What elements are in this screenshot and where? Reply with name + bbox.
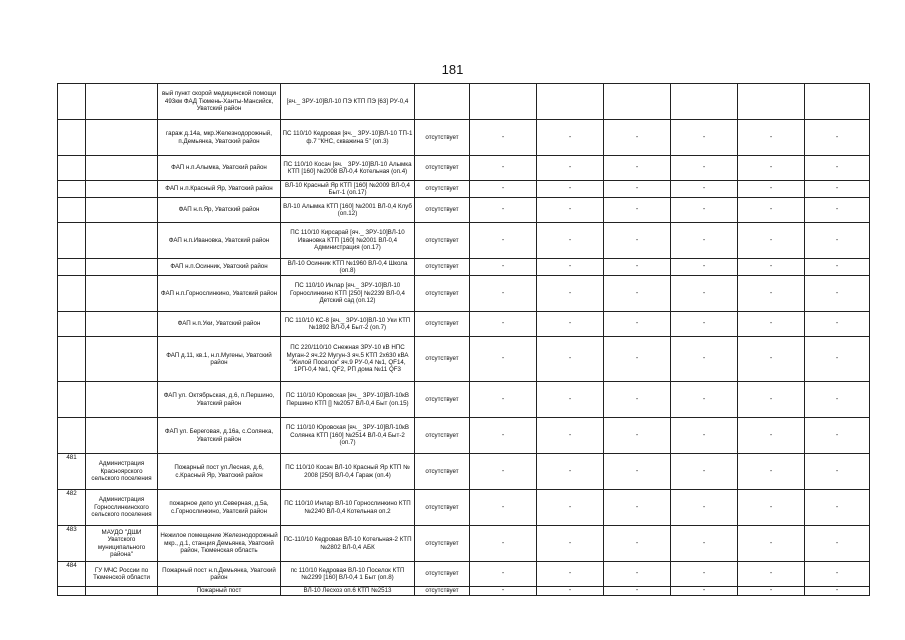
value-cell: - (671, 454, 738, 490)
value-cell (671, 84, 738, 120)
value-cell: - (604, 156, 671, 181)
table-row (58, 84, 870, 120)
power-line-cell: ПС 110/10 Косач ВЛ-10 Красный Яр КТП № 2008 [250] ВЛ-0,4 Гараж (оп.4) (281, 454, 415, 490)
row-number-cell (58, 259, 86, 276)
row-number-cell: 484 (58, 562, 86, 587)
value-cell: - (805, 454, 870, 490)
value-cell: - (738, 490, 805, 526)
value-cell: - (470, 198, 537, 223)
value-cell: - (805, 120, 870, 156)
value-cell: - (537, 276, 604, 312)
value-cell: - (805, 490, 870, 526)
status-cell: отсутствует (415, 223, 470, 259)
value-cell: - (604, 526, 671, 562)
value-cell: - (738, 312, 805, 337)
value-cell (805, 84, 870, 120)
value-cell: - (738, 120, 805, 156)
value-cell: - (604, 418, 671, 454)
value-cell: - (604, 223, 671, 259)
row-number-cell (58, 198, 86, 223)
row-number-cell (58, 223, 86, 259)
value-cell: - (805, 382, 870, 418)
organization-cell: МАУДО "ДШИ Уватского муниципального района" (86, 526, 158, 562)
organization-cell (86, 382, 158, 418)
object-address-cell: пожарное депо ул.Северная, д.5а, с.Горнослинкино, Уватский район (158, 490, 281, 526)
object-address-cell: Пожарный пост (158, 587, 281, 596)
organization-cell: ГУ МЧС России по Тюменской области (86, 562, 158, 587)
status-cell: отсутствует (415, 526, 470, 562)
table-row (58, 181, 870, 198)
value-cell: - (537, 181, 604, 198)
organization-cell (86, 276, 158, 312)
object-address-cell: ФАП н.п.Уки, Уватский район (158, 312, 281, 337)
value-cell: - (805, 181, 870, 198)
organization-cell (86, 418, 158, 454)
row-number-cell: 483 (58, 526, 86, 562)
value-cell: - (470, 259, 537, 276)
value-cell (537, 84, 604, 120)
value-cell: - (537, 454, 604, 490)
status-cell: отсутствует (415, 337, 470, 382)
value-cell: - (604, 181, 671, 198)
value-cell: - (537, 259, 604, 276)
table-row (58, 526, 870, 562)
table-row (58, 223, 870, 259)
value-cell: - (470, 454, 537, 490)
organization-cell (86, 312, 158, 337)
value-cell: - (671, 418, 738, 454)
value-cell: - (671, 526, 738, 562)
power-line-cell: ВЛ-10 Осинник КТП №1960 ВЛ-0,4 Школа (оп.8) (281, 259, 415, 276)
organization-cell (86, 120, 158, 156)
organization-cell (86, 337, 158, 382)
value-cell: - (537, 337, 604, 382)
value-cell: - (805, 587, 870, 596)
value-cell: - (805, 259, 870, 276)
organization-cell (86, 181, 158, 198)
value-cell: - (470, 120, 537, 156)
value-cell: - (805, 276, 870, 312)
value-cell: - (738, 337, 805, 382)
status-cell: отсутствует (415, 259, 470, 276)
status-cell: отсутствует (415, 418, 470, 454)
organization-cell (86, 156, 158, 181)
row-number-cell (58, 337, 86, 382)
organization-cell (86, 84, 158, 120)
status-cell: отсутствует (415, 120, 470, 156)
power-line-cell: ВЛ-10 Алымка КТП [160] №2001 ВЛ-0,4 Клуб (оп.12) (281, 198, 415, 223)
row-number-cell (58, 382, 86, 418)
object-address-cell: ФАП н.п.Ивановка, Уватский район (158, 223, 281, 259)
status-cell: отсутствует (415, 276, 470, 312)
value-cell: - (537, 526, 604, 562)
value-cell: - (537, 156, 604, 181)
row-number-cell: 481 (58, 454, 86, 490)
value-cell (604, 84, 671, 120)
object-address-cell: ФАП н.п.Алымка, Уватский район (158, 156, 281, 181)
value-cell: - (805, 156, 870, 181)
value-cell: - (470, 181, 537, 198)
value-cell: - (805, 562, 870, 587)
status-cell: отсутствует (415, 587, 470, 596)
value-cell: - (738, 276, 805, 312)
value-cell: - (671, 198, 738, 223)
power-line-cell: пс 110/10 Кедровая ВЛ-10 Поселок КТП №2299 [160] ВЛ-0,4 1 Быт (оп.8) (281, 562, 415, 587)
value-cell: - (671, 156, 738, 181)
table-row (58, 156, 870, 181)
object-address-cell: ФАП ул. Октябрьская, д.6, п.Першино, Уватский район (158, 382, 281, 418)
power-line-cell: ВЛ-10 Лесхоз оп.6 КТП №2513 (281, 587, 415, 596)
status-cell: отсутствует (415, 156, 470, 181)
value-cell: - (537, 490, 604, 526)
value-cell: - (738, 418, 805, 454)
value-cell: - (604, 382, 671, 418)
value-cell: - (470, 587, 537, 596)
object-address-cell: Пожарный пост н.п.Демьянка, Уватский район (158, 562, 281, 587)
power-line-cell: ПС 110/10 Инлар [яч._ ЗРУ-10]ВЛ-10 Горнослинкино КТП [250] №2239 ВЛ-0,4 Детский сад (оп.12) (281, 276, 415, 312)
value-cell: - (537, 418, 604, 454)
table-row (58, 562, 870, 587)
table-row (58, 382, 870, 418)
value-cell: - (671, 490, 738, 526)
row-number-cell (58, 276, 86, 312)
value-cell: - (537, 562, 604, 587)
organization-cell: Администрация Горнослинкинского сельского поселения (86, 490, 158, 526)
value-cell: - (738, 587, 805, 596)
value-cell: - (470, 490, 537, 526)
value-cell: - (671, 120, 738, 156)
object-address-cell: гараж д.14а, мкр.Железнодорожный, п.Демьянка, Уватский район (158, 120, 281, 156)
status-cell: отсутствует (415, 562, 470, 587)
value-cell: - (738, 526, 805, 562)
value-cell: - (671, 259, 738, 276)
value-cell: - (604, 198, 671, 223)
object-address-cell: вый пункт скорой медицинской помощи 493км ФАД Тюмень-Ханты-Мансийск, Уватский район (158, 84, 281, 120)
power-line-cell: ПС-110/10 Кедровая ВЛ-10 Котельная-2 КТП №2802 ВЛ-0,4 АБК (281, 526, 415, 562)
value-cell: - (805, 312, 870, 337)
value-cell: - (470, 312, 537, 337)
table-row (58, 198, 870, 223)
table-row (58, 454, 870, 490)
table-row (58, 587, 870, 596)
value-cell: - (671, 587, 738, 596)
power-line-cell: [яч._ ЗРУ-10]ВЛ-10 ПЭ КТП ПЭ [63] РУ-0,4 (281, 84, 415, 120)
value-cell: - (671, 223, 738, 259)
value-cell: - (537, 382, 604, 418)
value-cell: - (738, 198, 805, 223)
value-cell: - (671, 337, 738, 382)
object-address-cell: ФАП д.11, кв.1, н.п.Мугены, Уватский район (158, 337, 281, 382)
object-address-cell: Нежилое помещение Железнодорожный мкр., д.1, станция Демьянка, Уватский район, Тюменская область (158, 526, 281, 562)
value-cell: - (604, 587, 671, 596)
value-cell: - (470, 156, 537, 181)
object-address-cell: ФАП н.п.Красный Яр, Уватский район (158, 181, 281, 198)
value-cell: - (604, 120, 671, 156)
table-row (58, 490, 870, 526)
table-row (58, 276, 870, 312)
power-line-cell: ПС 220/110/10 Снежная ЗРУ-10 кВ НПС Муган-2 яч.22 Мугун-3 яч.5 КТП 2х630 кВА "Жилой Поселок" яч.9 РУ-0,4 №1, QF14, 1РП-0,4 №1, QF2, РП дома №11 QF3 (281, 337, 415, 382)
value-cell: - (805, 223, 870, 259)
row-number-cell: 482 (58, 490, 86, 526)
value-cell: - (738, 259, 805, 276)
status-cell: отсутствует (415, 454, 470, 490)
value-cell: - (470, 223, 537, 259)
power-line-cell: ПС 110/10 Косач [яч._ ЗРУ-10]ВЛ-10 Алымка КТП [160] №2008 ВЛ-0,4 Котельная (оп.4) (281, 156, 415, 181)
status-cell (415, 84, 470, 120)
value-cell: - (604, 490, 671, 526)
row-number-cell (58, 156, 86, 181)
power-line-cell: ПС 110/10 Кедровая [яч._ ЗРУ-10]ВЛ-10 ТП-1 ф.7 "КНС, скважина 5" (оп.3) (281, 120, 415, 156)
table-row (58, 259, 870, 276)
value-cell (738, 84, 805, 120)
row-number-cell (58, 418, 86, 454)
value-cell: - (671, 181, 738, 198)
page-number: 181 (441, 62, 464, 77)
status-cell: отсутствует (415, 490, 470, 526)
power-line-cell: ПС 110/10 Кирсарай [яч._ ЗРУ-10]ВЛ-10 Ивановка КТП [160] №2001 ВЛ-0,4 Администрация (оп.17) (281, 223, 415, 259)
row-number-cell (58, 312, 86, 337)
status-cell: отсутствует (415, 382, 470, 418)
power-line-cell: ПС 110/10 КС-8 [яч._ ЗРУ-10]ВЛ-10 Уки КТП №1892 ВЛ-0,4 Быт-2 (оп.7) (281, 312, 415, 337)
row-number-cell (58, 587, 86, 596)
value-cell: - (470, 562, 537, 587)
power-line-cell: ВЛ-10 Красный Яр КТП [160] №2009 ВЛ-0,4 Быт-1 (оп.17) (281, 181, 415, 198)
value-cell: - (805, 198, 870, 223)
value-cell: - (805, 418, 870, 454)
value-cell: - (738, 562, 805, 587)
value-cell (470, 84, 537, 120)
value-cell: - (671, 562, 738, 587)
row-number-cell (58, 84, 86, 120)
value-cell: - (671, 382, 738, 418)
value-cell: - (604, 454, 671, 490)
value-cell: - (738, 223, 805, 259)
value-cell: - (738, 156, 805, 181)
value-cell: - (470, 382, 537, 418)
object-address-cell: Пожарный пост ул.Лесная, д.6, с.Красный Яр, Уватский район (158, 454, 281, 490)
value-cell: - (604, 276, 671, 312)
object-address-cell: ФАП н.п.Горнослинкино, Уватский район (158, 276, 281, 312)
value-cell: - (470, 418, 537, 454)
value-cell: - (537, 312, 604, 337)
value-cell: - (604, 337, 671, 382)
organization-cell (86, 223, 158, 259)
value-cell: - (537, 587, 604, 596)
status-cell: отсутствует (415, 181, 470, 198)
object-address-cell: ФАП н.п.Яр, Уватский район (158, 198, 281, 223)
value-cell: - (470, 337, 537, 382)
value-cell: - (671, 312, 738, 337)
power-line-cell: ПС 110/10 Инлар ВЛ-10 Горнослинкино КТП №2240 ВЛ-0,4 Котельная оп.2 (281, 490, 415, 526)
value-cell: - (738, 181, 805, 198)
value-cell: - (537, 198, 604, 223)
object-address-cell: ФАП ул. Береговая, д.16а, с.Солянка, Уватский район (158, 418, 281, 454)
value-cell: - (537, 223, 604, 259)
value-cell: - (805, 337, 870, 382)
organization-cell (86, 587, 158, 596)
value-cell: - (470, 526, 537, 562)
value-cell: - (805, 526, 870, 562)
organization-cell: Администрация Красноярского сельского поселения (86, 454, 158, 490)
power-line-cell: ПС 110/10 Юровская [яч._ ЗРУ-10]ВЛ-10кВ Першино КТП [] №2057 ВЛ-0,4 Быт (оп.15) (281, 382, 415, 418)
table-row (58, 120, 870, 156)
object-address-cell: ФАП н.п.Осинник, Уватский район (158, 259, 281, 276)
organization-cell (86, 259, 158, 276)
substation-table (57, 83, 870, 596)
table-row (58, 418, 870, 454)
value-cell: - (470, 276, 537, 312)
power-line-cell: ПС 110/10 Юровская [яч._ ЗРУ-10]ВЛ-10кВ Солянка КТП [160] №2514 ВЛ-0,4 Быт-2 (оп.7) (281, 418, 415, 454)
table-row (58, 337, 870, 382)
organization-cell (86, 198, 158, 223)
status-cell: отсутствует (415, 198, 470, 223)
value-cell: - (604, 562, 671, 587)
value-cell: - (537, 120, 604, 156)
value-cell: - (738, 382, 805, 418)
row-number-cell (58, 120, 86, 156)
value-cell: - (604, 312, 671, 337)
value-cell: - (738, 454, 805, 490)
table-row (58, 312, 870, 337)
value-cell: - (604, 259, 671, 276)
status-cell: отсутствует (415, 312, 470, 337)
value-cell: - (671, 276, 738, 312)
row-number-cell (58, 181, 86, 198)
